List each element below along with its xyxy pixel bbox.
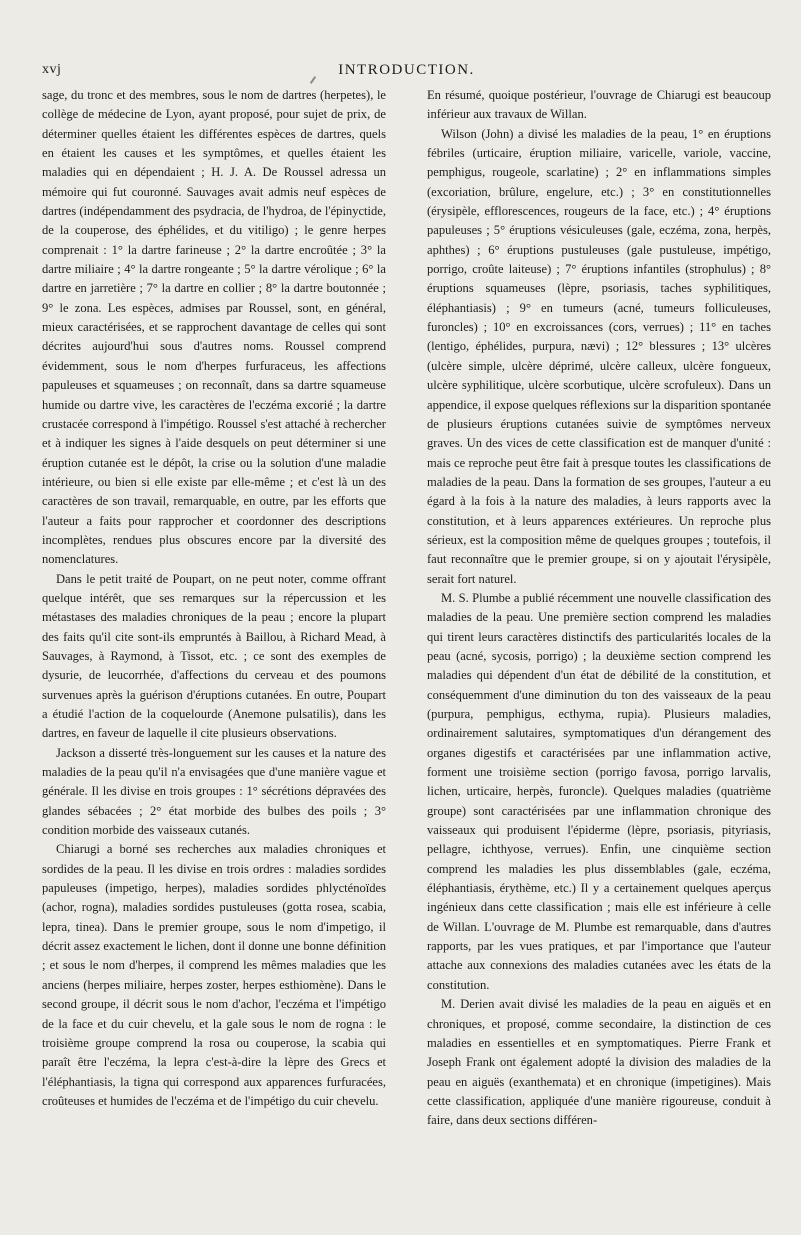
paragraph: Dans le petit traité de Poupart, on ne peut noter, comme offrant quelque intérêt, que ses remarques sur la répercussion et les métastases des maladies chroniques de la peau ; encore la plupart des faits qu'il cite sont-ils empruntés à Baillou, à Richard Mead, à Sauvages, à Raymond, à Tissot, etc. ; ce sont des exemples de dysurie, de leucorrhée, d'affections du cerveau et des poumons survenues après la guérison d'éruptions cutanées. En outre, Poupart a étudié l'action de la coquelourde (Anemone pulsatilis), dans les dartres, en faveur de laquelle il cite plusieurs observations.	[42, 571, 386, 741]
left-column	[42, 86, 386, 1131]
paragraph: Jackson a disserté très-longuement sur les causes et la nature des maladies de la peau qu'il n'a envisagées que d'une manière vague et générale. Il les divise en trois groupes : 1° sécrétions dépravées des glandes sébacées ; 2° état morbide des bulbes des poils ; 3° condition morbide des vaisseaux cutanés.	[42, 745, 386, 838]
page-header	[42, 62, 771, 86]
paragraph: M. Derien avait divisé les maladies de la peau en aiguës et en chroniques, et proposé, comme secondaire, la distinction de ces maladies en essentielles et en symptomatiques. Pierre Frank et Joseph Frank ont également adopté la division des maladies de la peau en aiguës (exanthemata) et en chronique (impetigines). Mais cette classification, appliquée d'une manière rigoureuse, conduit à faire, dans deux sections différen-	[427, 997, 771, 1128]
paragraph: sage, du tronc et des membres, sous le nom de dartres (herpetes), le collège de médecine de Lyon, ayant proposé, pour sujet de prix, de déterminer quelles étaient les différentes espèces de dartres, quels en étaient les causes et les symptômes, et quelles étaient les maladies qui en dépendaient ; H. J. A. De Roussel adressa un mémoire qui fut couronné. Sauvages avait admis neuf espèces de dartres (indépendamment des psydracia, de l'hydroa, de l'épinyctide, de la couperose, des éphélides, et du vitiligo) ; le genre herpes comprenait : 1° la dartre farineuse ; 2° la dartre encroûtée ; 3° la dartre miliaire ; 4° la dartre rongeante ; 5° la dartre vérolique ; 6° la dartre en jarretière ; 7° la dartre en collier ; 8° la dartre boutonnée ; 9° le zona. Les espèces, admises par Roussel, sont, en général, mieux caractérisées, et se rapprochent davantage de celles qui sont décrites aujourd'hui sous d'autres noms. Roussel comprend évidemment, sous le nom d'herpes furfuraceus, les affections papuleuses et squameuses ; on reconnaît, dans sa dartre squameuse humide ou dartre vive, les caractères de l'eczéma excorié ; la dartre crustacée correspond à l'impétigo. Roussel s'est attaché à rechercher et à indiquer les signes à l'aide desquels on peut déterminer si une éruption cutanée est le dépôt, la crise ou la solution d'une maladie intérieure, ou bien si elle existe par elle-même ; et c'est là un des caractères de son travail, remarquable, en outre, par les efforts que l'auteur a faits pour rapprocher et coordonner des descriptions incomplètes, rendues plus obscures encore par la diversité des nomenclatures.	[42, 88, 386, 567]
paragraph: Wilson (John) a divisé les maladies de la peau, 1° en éruptions fébriles (urticaire, éruption miliaire, varicelle, variole, vaccine, pemphigus, rougeole, scarlatine) ; 2° en inflammations simples (excoriation, brûlure, engelure, etc.) ; 3° en constitutionnelles (érysipèle, efflorescences, rougeurs de la face, etc.) ; 4° éruptions papuleuses ; 5° éruptions vésiculeuses (gale, eczéma, zona, herpès, aphthes) ; 6° éruptions pustuleuses (gale pustuleuse, impétigo, porrigo, croûte laiteuse) ; 7° éruptions infantiles (strophulus) ; 8° éruptions squameuses (lèpre, psoriasis, taches syphilitiques, éléphantiasis) ; 9° en tumeurs (acné, tumeurs folliculeuses, furoncles) ; 10° en excroissances (cors, verrues) ; 11° en taches (lentigo, éphélides, purpura, nævi) ; 12° blessures ; 13° ulcères (ulcère simple, ulcère déprimé, ulcère calleux, ulcère fongueux, ulcère syphilitique, ulcère scorbutique, ulcère scrofuleux). Dans un appendice, il expose quelques réflexions sur la disparition spontanée de plusieurs éruptions cutanées suivie de symptômes nerveux graves. Un des vices de cette classification est de manquer d'unité : mais ce reproche peut être fait à presque toutes les classifications de maladies de la peau. Dans la formation de ses groupes, l'auteur a eu égard à la fois à la nature des maladies, à leurs rapports avec la constitution, et à leurs apparences extérieures. Un reproche plus sérieux, est la composition même de quelques groupes ; toutefois, il faut reconnaître que le premier groupe, si on y ajoutait l'érysipèle, serait fort naturel.	[427, 126, 771, 586]
paragraph: Chiarugi a borné ses recherches aux maladies chroniques et sordides de la peau. Il les divise en trois ordres : maladies sordides papuleuses (impetigo, herpes), maladies sordides phlycténoïdes (achor, rogna), maladies sordides pustuleuses (gotta rosea, scabia, lepra, tinea). Dans le premier groupe, sous le nom d'impetigo, il décrit assez exactement le lichen, dont il donne une bonne définition ; et sous le nom d'herpes, il comprend les mêmes maladies que les anciens (herpes miliaire, herpes zoster, herpes esthiomène). Dans le second groupe, il décrit sous le nom d'achor, l'eczéma et l'impétigo de la face et du cuir chevelu, et la gale sous le nom de rogna : le troisième groupe comprend la rosa ou couperose, la scabia qui paraît être l'eczéma, la lepra c'est-à-dire la lèpre des Grecs et l'éléphantiasis, la tigna qui correspond aux apparences furfuracées, croûteuses et humides de l'eczéma et de l'impétigo du cuir chevelu.	[42, 842, 386, 1108]
right-column	[427, 86, 771, 1131]
text-columns	[42, 86, 771, 1131]
paragraph: M. S. Plumbe a publié récemment une nouvelle classification des maladies de la peau. Une première section comprend les maladies qui tirent leurs caractères distinctifs des particularités locales de la peau (acné, sycosis, porrigo) ; la deuxième section comprend les maladies qui dépendent d'un état de débilité de la constitution, et conséquemment d'une diminution du ton des vaisseaux de la peau (purpura, pemphigus, ecthyma, rupia). Plusieurs maladies, ordinairement salutaires, symptomatiques d'un dérangement des organes digestifs et caractérisées par une inflammation active, forment une troisième section (porrigo favosa, porrigo larvalis, lichen, urticaire, herpès, furoncle). Quelques maladies (quatrième groupe) sont caractérisées par une inflammation chronique des vaisseaux qui produisent l'épiderme (lèpre, psoriasis, pityriasis, pellagre, ichthyose, verrues). Enfin, une cinquième section comprend les maladies les plus dissemblables (gale, eczéma, éléphantiasis, érythème, etc.) Il y a certainement quelques aperçus ingénieux dans cette classification ; mais elle est inférieure à celle de Willan. L'ouvrage de M. Plumbe est remarquable, dans d'autres rapports, par les vues pratiques, et par l'importance que l'auteur attache aux connexions des maladies cutanées avec les états de la constitution.	[427, 590, 771, 992]
page-number: xvj	[42, 62, 62, 77]
running-head: INTRODUCTION.	[338, 62, 475, 78]
paragraph: En résumé, quoique postérieur, l'ouvrage de Chiarugi est beaucoup inférieur aux travaux de Willan.	[427, 88, 771, 122]
